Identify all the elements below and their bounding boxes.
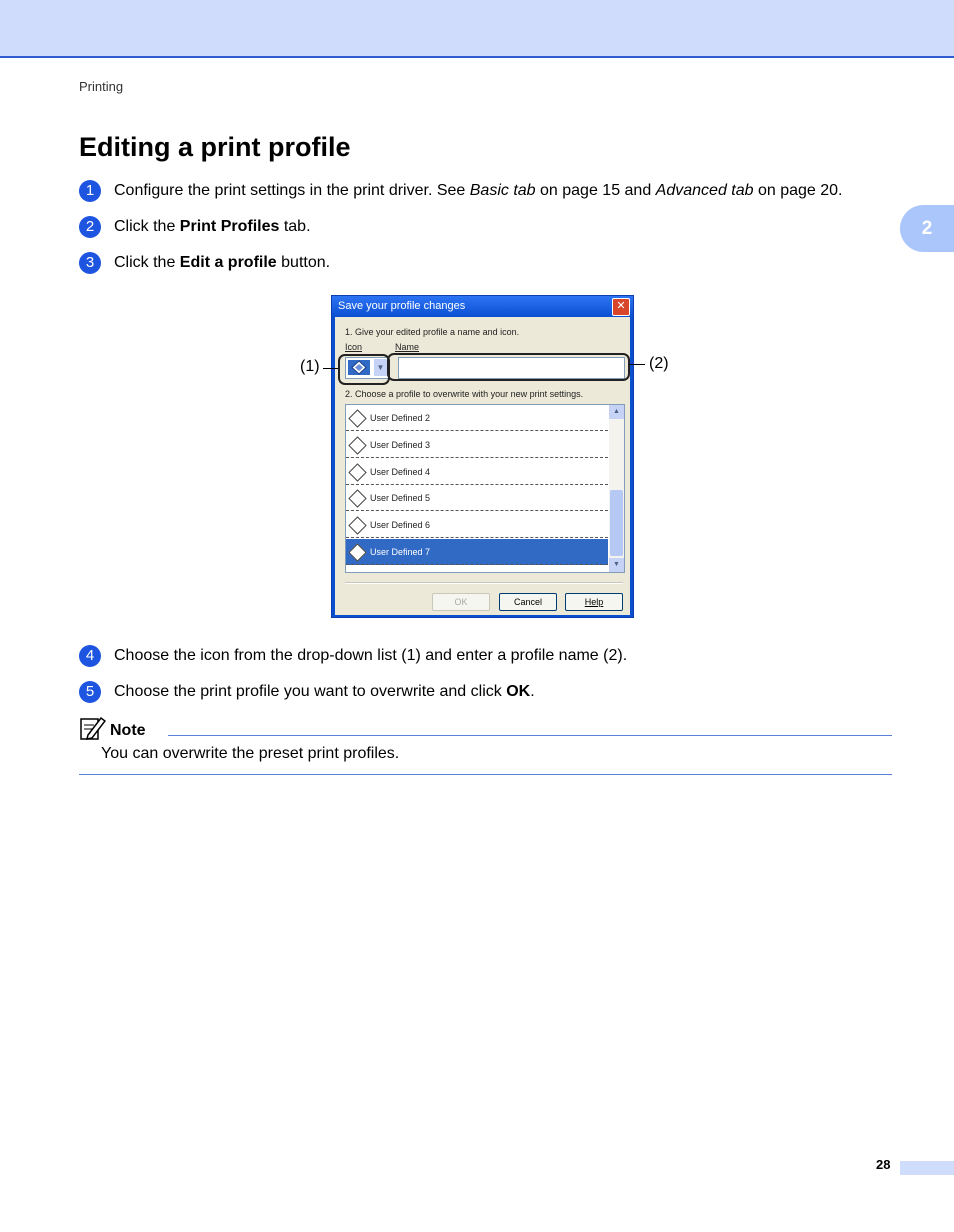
ok-button[interactable]: OK xyxy=(432,593,490,611)
instruction-2: 2. Choose a profile to overwrite with your new print settings. xyxy=(345,389,584,399)
profile-list[interactable] xyxy=(345,404,625,573)
section-label: Printing xyxy=(79,79,124,94)
step-1-text: Configure the print settings in the print driver. See xyxy=(114,182,470,199)
profile-label: User Defined 7 xyxy=(370,547,431,557)
diamond-icon xyxy=(348,489,366,507)
diamond-icon xyxy=(348,516,366,534)
step-1-text-end: on page 20. xyxy=(753,182,843,199)
step-4 xyxy=(79,645,627,667)
list-item[interactable] xyxy=(346,405,608,431)
help-button[interactable]: Help xyxy=(565,593,623,611)
header-band xyxy=(0,0,954,58)
note-label: Note xyxy=(110,722,146,739)
callout-2-highlight xyxy=(387,353,630,381)
name-label: Name xyxy=(395,342,420,352)
list-item[interactable] xyxy=(346,459,608,485)
callout-2-line xyxy=(629,364,645,365)
step-2-text: Click the xyxy=(114,218,180,235)
page-number: 28 xyxy=(876,1157,891,1172)
page-number-bar xyxy=(900,1161,954,1175)
scroll-thumb[interactable] xyxy=(610,490,623,556)
scroll-down-icon[interactable]: ▼ xyxy=(609,558,624,572)
icon-label: Icon xyxy=(345,342,363,352)
print-profiles-ref: Print Profiles xyxy=(179,218,280,235)
list-item[interactable] xyxy=(346,485,608,511)
profile-label: User Defined 4 xyxy=(370,467,431,477)
step-5 xyxy=(79,681,535,703)
callout-1: (1) xyxy=(300,358,320,375)
callout-2: (2) xyxy=(649,355,669,372)
chevron-down-icon[interactable]: ▼ xyxy=(374,359,387,376)
step-number-4: 4 xyxy=(79,645,101,667)
diamond-icon xyxy=(348,463,366,481)
callout-1-line xyxy=(323,368,339,369)
note-bottom-rule xyxy=(79,774,892,775)
advanced-tab-ref: Advanced tab xyxy=(655,182,754,199)
step-3-text: Click the xyxy=(114,254,180,271)
step-4-text: Choose the icon from the drop-down list (1) and enter a profile name (2). xyxy=(114,647,628,664)
step-5-text-end: . xyxy=(530,683,535,700)
step-2 xyxy=(79,216,311,238)
profile-label: User Defined 5 xyxy=(370,493,431,503)
scrollbar[interactable] xyxy=(609,405,624,572)
instruction-1: 1. Give your edited profile a name and icon. xyxy=(345,327,520,337)
note-rule xyxy=(168,735,892,736)
list-item[interactable] xyxy=(346,512,608,538)
basic-tab-ref: Basic tab xyxy=(469,182,536,199)
diamond-icon xyxy=(348,543,366,561)
profile-label: User Defined 3 xyxy=(370,440,431,450)
step-1-text-mid: on page 15 and xyxy=(535,182,656,199)
list-item-selected[interactable] xyxy=(346,539,608,565)
profile-label: User Defined 2 xyxy=(370,413,431,423)
step-3-text-end: button. xyxy=(276,254,331,271)
edit-profile-ref: Edit a profile xyxy=(179,254,277,271)
step-number-3: 3 xyxy=(79,252,101,274)
dialog-title: Save your profile changes xyxy=(332,296,633,317)
diamond-icon xyxy=(348,409,366,427)
chapter-tab: 2 xyxy=(900,205,954,252)
save-profile-dialog xyxy=(331,295,634,618)
note-pencil-icon xyxy=(80,716,106,740)
close-icon[interactable]: ✕ xyxy=(612,298,630,316)
step-1 xyxy=(79,180,843,202)
step-2-text-end: tab. xyxy=(279,218,311,235)
list-item[interactable] xyxy=(346,432,608,458)
scroll-up-icon[interactable]: ▲ xyxy=(609,405,624,419)
page-title: Editing a print profile xyxy=(79,132,351,162)
callout-1-highlight xyxy=(338,354,390,385)
step-5-text: Choose the print profile you want to overwrite and click xyxy=(114,683,507,700)
note-text: You can overwrite the preset print profiles. xyxy=(101,745,400,762)
step-number-5: 5 xyxy=(79,681,101,703)
step-number-1: 1 xyxy=(79,180,101,202)
profile-label: User Defined 6 xyxy=(370,520,431,530)
step-number-2: 2 xyxy=(79,216,101,238)
cancel-button[interactable]: Cancel xyxy=(499,593,557,611)
diamond-icon xyxy=(348,436,366,454)
divider xyxy=(345,582,623,584)
step-3 xyxy=(79,252,330,274)
ok-ref: OK xyxy=(506,683,531,700)
